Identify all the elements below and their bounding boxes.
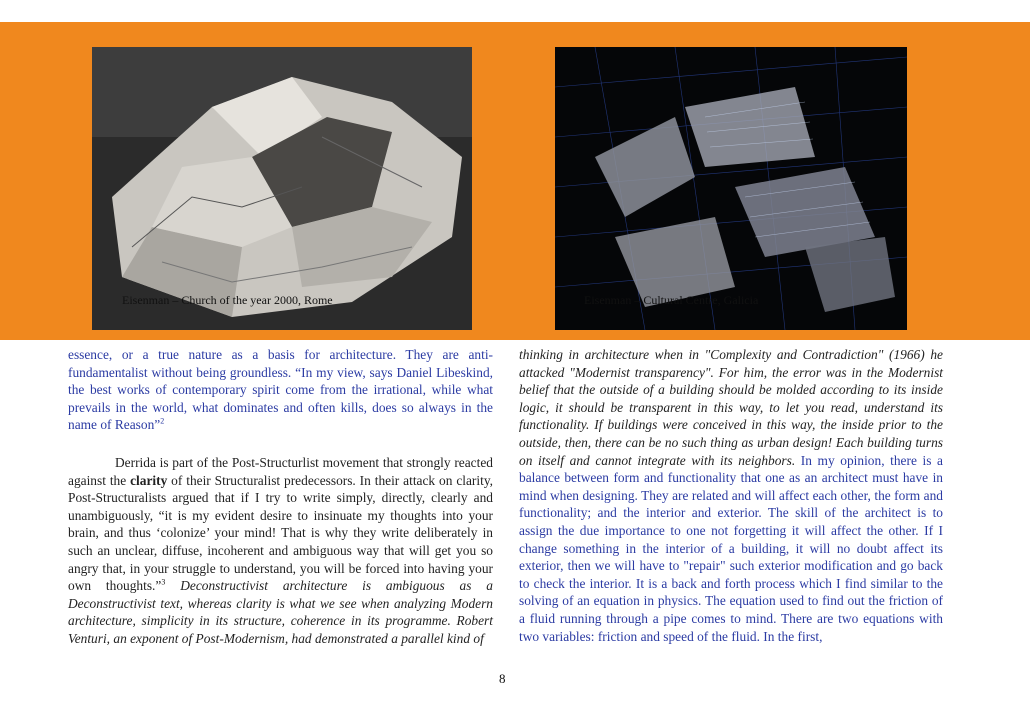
left-figure-caption: Eisenman – Church of the year 2000, Rome xyxy=(122,293,333,307)
derrida-text-a: Derrida is part of the Post-Structurlist movement that strongly reacted against the xyxy=(68,454,493,488)
page-number: 8 xyxy=(499,671,506,686)
libeskind-paragraph xyxy=(68,346,493,434)
opinion-text: In my opinion, there is a balance between form and functionality that one as an architect must have in mind when designing. They are related and will affect each other, the form and functionality; and the interior and exterior. The skill of the architect is to assign the due importance to one not forgetting it will affect the other. If I change something in the interior of a building, it will no doubt affect its exterior, then we will have to "repair" such exterior modification and go back to check the interior. It is a back and forth process which I find similar to the solving of an equation in physics. The equation used to find out the friction of a fluid running through a pipe comes to mind. There are two equations with two variables: friction and speed of the fluid. In the first, xyxy=(519,452,943,644)
cultural-centre-drawing xyxy=(555,47,907,330)
venturi-paragraph xyxy=(519,346,943,645)
left-text-column xyxy=(68,346,493,648)
venturi-italic-text: thinking in architecture when in "Complexity and Contradiction" (1966) he attacked "Modernist transparency". For him, the error was in the Modernist belief that the outside of a building should be molded according to its inside logic, it should be transparent in this way, to let you read, understand its functionality. If buildings were conceived in this way, the inside prior to the outside, then, there can be no such thing as urban design! Each building turns on itself and cannot integrate with its neighbors. xyxy=(519,347,943,468)
footnote-3: 3 xyxy=(161,577,166,587)
libeskind-quote-text: essence, or a true nature as a basis for architecture. They are anti-fundamentalist without being groundless. “In my view, says Daniel Libeskind, the best works of contemporary spirit come from the irrational, while what prevails in the world, what dominates and often kills, does so always in the name of Reason” xyxy=(68,347,493,433)
right-text-column xyxy=(519,346,943,645)
deconstructivist-italic-text: Deconstructivist architecture is ambiguous as a Deconstructivist text, whereas clarity is what we see when analyzing Modern architecture, simplicity in its structure, coherence in its programme. Robert Venturi, an exponent of Post-Modernism, had demonstrated a parallel kind of xyxy=(68,578,494,646)
clarity-bold: clarity xyxy=(130,472,168,488)
footnote-2: 2 xyxy=(160,416,165,426)
derrida-paragraph xyxy=(68,454,493,648)
cultural-centre-render xyxy=(555,47,907,330)
derrida-text-b: of their Structuralist predecessors. In their attack on clarity, Post-Structuralists argued that if I try to write simply, directly, clearly and unambiguously, “it is my evident desire to insinuate my thoughts into your brain, and thus ‘colonize’ your mind! That is why they write deliberately in such an unclear, diffuse, incoherent and ambiguous way that will get you so angry that, in your struggle to understand, you will be forced into having your own thoughts.” xyxy=(68,472,493,594)
right-figure-caption: Eisenman – Cultural Centre, Galicia xyxy=(584,293,759,307)
church-model-drawing xyxy=(92,47,472,330)
church-model-photo xyxy=(92,47,472,330)
